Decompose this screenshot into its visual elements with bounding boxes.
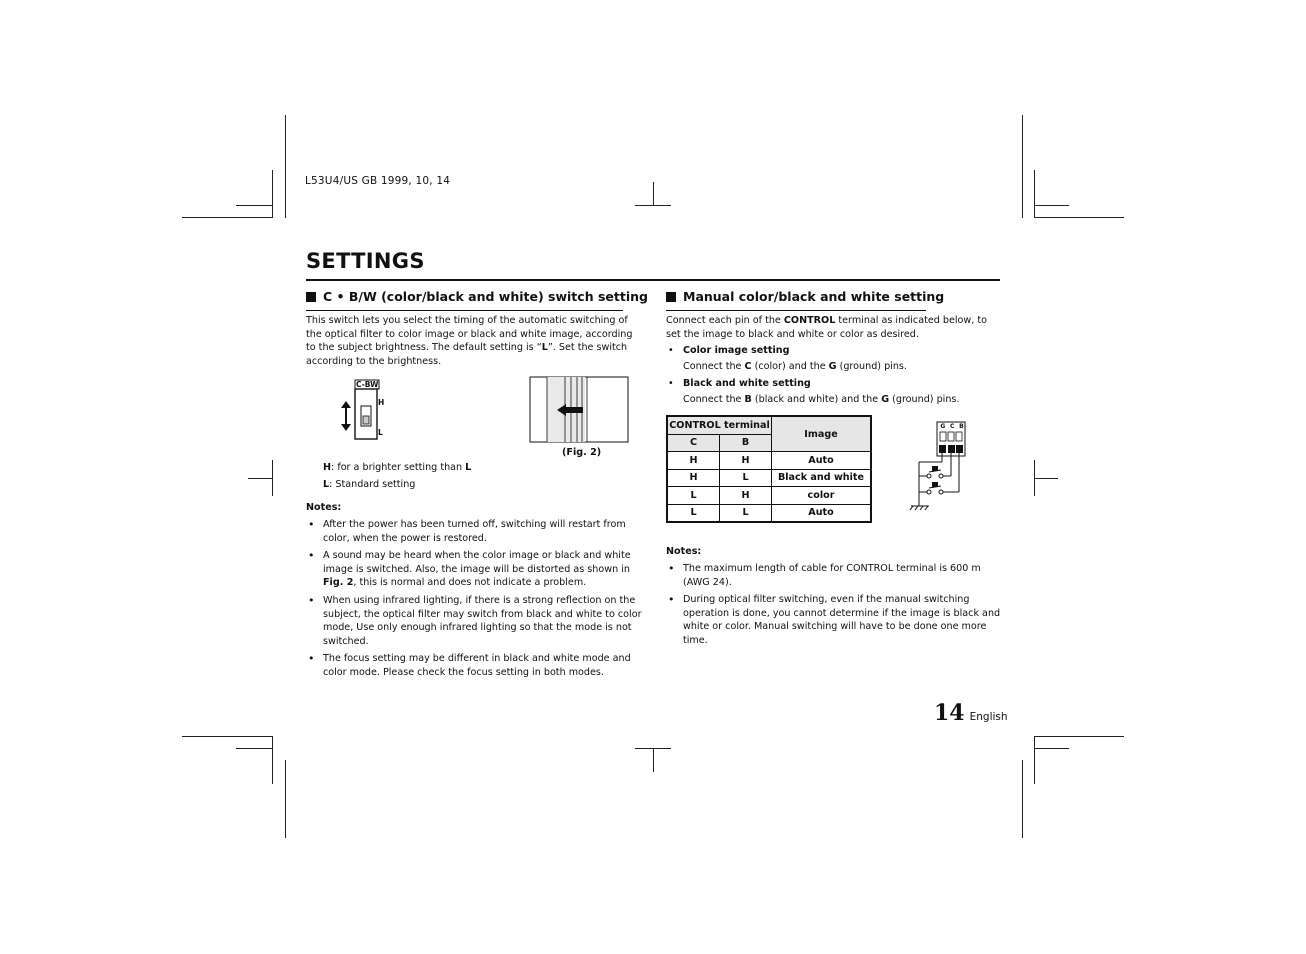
right-section-heading: Manual color/black and white setting [666,289,944,304]
table-header-image: Image [772,416,872,452]
switch-l-label: L [378,428,383,437]
list-item: • A sound may be heard when the color image or black and white image is switched. Also, the image will be distorted as shown in Fig. 2, this is normal and does not indicate a problem. [306,549,646,590]
list-item: • When using infrared lighting, if there is a strong reflection on the subject, the optical filter may switch from black and white to color mode, Use only enough infrared lighting so that the mode is not switched. [306,594,646,648]
document-code: L53U4/US GB 1999, 10, 14 [305,175,451,187]
right-notes-title: Notes: [666,546,702,557]
right-notes-list [666,562,1011,652]
bw-setting-bullet: • [668,378,674,389]
right-section-rule [666,310,926,311]
page-footer [934,700,1008,726]
color-setting-title: Color image setting [683,345,790,356]
left-intro: This switch lets you select the timing of the automatic switching of the optical filter to color image or black and white image, according to the subject brightness. The default setting is “L”. Set the switch according to the brightness. [306,315,633,367]
title-rule [306,279,1000,281]
section-square-icon [666,292,676,302]
legend-h: H: for a brighter setting than L [323,462,472,473]
table-row: H L Black and white [667,469,871,487]
table-row: L H color [667,487,871,505]
table-row: H H Auto [667,452,871,470]
page-language: English [969,711,1008,723]
page-title: SETTINGS [306,249,425,273]
table-col-b: B [720,434,772,452]
fig2-distortion-illustration [529,376,631,444]
control-terminal-wiring-diagram [905,420,975,512]
left-notes-list [306,518,646,684]
list-item: • During optical filter switching, even if the manual switching operation is done, you cannot determine if the image is black and white or color. Manual switching will have to be done one more time. [666,593,1011,647]
right-intro: Connect each pin of the CONTROL terminal as indicated below, to set the image to black and white or color as desired. [666,315,987,340]
switch-label: C-BW [356,380,379,389]
bw-setting-title: Black and white setting [683,378,811,389]
bw-setting-text: Connect the B (black and white) and the G (ground) pins. [683,394,960,405]
list-item: • The focus setting may be different in black and white mode and color mode. Please check the focus setting in both modes. [306,652,646,679]
fig2-caption: (Fig. 2) [562,447,602,458]
table-col-c: C [667,434,720,452]
table-row: L L Auto [667,504,871,522]
list-item: • After the power has been turned off, switching will restart from color, when the power is restored. [306,518,646,545]
table-header-terminal: CONTROL terminal [667,416,772,434]
section-square-icon [306,292,316,302]
left-section-rule [306,310,623,311]
color-setting-text: Connect the C (color) and the G (ground) pins. [683,361,907,372]
list-item: • The maximum length of cable for CONTROL terminal is 600 m (AWG 24). [666,562,1011,589]
connector-pin-labels: G C B [940,423,964,430]
page-number: 14 [934,700,965,726]
legend-l: L: Standard setting [323,479,416,490]
control-terminal-table [666,415,872,523]
color-setting-bullet: • [668,345,674,356]
left-notes-title: Notes: [306,502,342,513]
switch-h-label: H [378,398,385,407]
left-section-heading: C • B/W (color/black and white) switch setting [306,289,648,304]
